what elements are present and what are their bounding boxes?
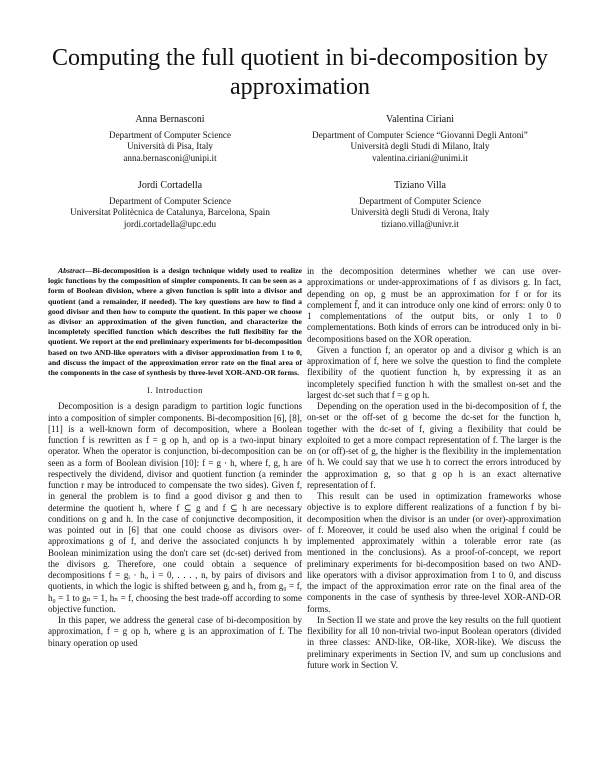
right-column	[307, 266, 561, 671]
author-inst: Università degli Studi di Milano, Italy	[350, 141, 490, 152]
author-name: Valentina Ciriani	[385, 114, 455, 125]
author-email: tiziano.villa@univr.it	[381, 218, 459, 229]
paragraph: Given a function f, an operator op and a divisor g which is an approximation of f, here we solve the question to find the complete flexibility of the quotient function h, by expressing it as an incompletely specified function h with the smallest on-set and the largest dc-set such that f = g op h.	[307, 344, 561, 400]
paper-title: Computing the full quotient in bi-decomposition by approximation	[52, 45, 548, 100]
left-column	[48, 266, 302, 649]
abstract-text: —Bi-decomposition is a design technique widely used to realize logic functions by the composition of simpler components. It can be seen as a form of Boolean division, where a given function is split into a divisor and quotient (and a remainder, if needed). The key questions are how to find a good divisor and then how to compute the quotient. In this paper we choose as divisor an approximation of the given function, and characterize the incompletely specified function which describes the full flexibility for the quotient. We report at the end preliminary experiments for bi-decomposition based on two AND-like operators with a divisor approximation from 1 to 0, and discuss the impact of the approximation error rate on the final area of the components in the case of synthesis by three-level XOR-AND-OR forms.	[48, 266, 302, 378]
paragraph: This result can be used in optimization frameworks whose objective is to explore different realizations of a function f by bi-decomposition when the divisor is an under (or over)-approximation of f. Moreover, it could be used also when the original f could be implemented approximately within a tolerable error rate (as mentioned in the conclusions). As a proof-of-concept, we report preliminary experiments for bi-decomposition based on two AND-like operators with a divisor approximation from 1 to 0, and discuss the impact of the approximation error rate on the final area of the components in the case of synthesis by three-level XOR-AND-OR forms.	[307, 491, 561, 614]
author-email: valentina.ciriani@unimi.it	[372, 152, 468, 163]
author-inst: Università degli Studi di Verona, Italy	[350, 207, 490, 218]
paragraph: in the decomposition determines whether we can use over-approximations or under-approximations of f as divisors g. In fact, depending on op, g must be an approximation for f or for its complement f̄, and it can introduce only one kind of errors: only 0 to 1 complementations of the output bits, or only 1 to 0 complementations. Both kinds of errors can be introduced only in bi-decompositions based on the XOR operation.	[307, 266, 561, 344]
author-dept: Department of Computer Science	[109, 129, 231, 140]
author-email: anna.bernasconi@unipi.it	[123, 152, 217, 163]
author-inst: Universitat Politècnica de Catalunya, Barcelona, Spain	[70, 207, 270, 218]
author-block-ciriani	[290, 114, 550, 164]
author-email: jordi.cortadella@upc.edu	[123, 218, 217, 229]
abstract-label: Abstract	[58, 266, 85, 275]
author-dept: Department of Computer Science	[359, 195, 481, 206]
paragraph: Decomposition is a design paradigm to partition logic functions into a composition of simpler components. Bi-decomposition [6], [8], [11] is a well-known form of decomposition, where a Boolean function f is rewritten as f = g op h, and op is a two-input binary operator. When the operator is conjunction, bi-decomposition can be seen as a form of Boolean division [10]: f = g · h, where f, g, h are respectively the dividend, divisor and quotient function (a reminder function r may be introduced to compensate the two sides). Given f, in general the problem is to find a good divisor g and then to determine the quotient h, where f ⊆ g and f ⊆ h are necessary conditions on g and h. In the case of conjunctive decomposition, it was pointed out in [6] that one could choose as divisors over-approximations g of f, and derive the associated conjuncts h by Boolean minimization using the don't care set (dc-set) derived from the divisors g. Therefore, one could obtain a sequence of decompositions f = gᵢ · hᵢ, i = 0, . . . , n, by pairs of divisors and quotients, in which the logic is shifted between gᵢ and hᵢ, from g₀ = f, h₀ = 1 to gₙ = 1, hₙ = f, choosing the best trade-off according to some objective function.	[48, 401, 302, 614]
author-name: Jordi Cortadella	[137, 180, 203, 191]
author-name: Anna Bernasconi	[135, 114, 205, 125]
paragraph: Depending on the operation used in the bi-decomposition of f, the on-set or the off-set of g become the dc-set for the function h, together with the dc-set of f, giving a flexibility that could be exploited to get a more compact representation of f. The larger is the on (or off)-set of g, the higher is the flexibility in the implementation of h. We could say that we use h to correct the errors introduced by the approximation g, so that g op h is an exact alternative representation of f.	[307, 401, 561, 490]
author-inst: Università di Pisa, Italy	[127, 141, 213, 152]
author-block-villa	[320, 180, 520, 230]
section-heading-introduction: I. Introduction	[147, 385, 203, 396]
paragraph: In this paper, we address the general case of bi-decomposition by approximation, f = g op h, where g is an approximation of f. The binary operation op used	[48, 615, 302, 648]
author-dept: Department of Computer Science	[109, 195, 231, 206]
paragraph: In Section II we state and prove the key results on the full quotient flexibility for all 10 non-trivial two-input Boolean operators (divided in three classes: AND-like, OR-like, XOR-like). We discuss the preliminary experiments in Section IV, and sum up conclusions and future work in Section V.	[307, 614, 561, 670]
author-block-bernasconi	[70, 114, 270, 164]
abstract	[48, 266, 302, 378]
author-block-cortadella	[40, 180, 300, 230]
author-name: Tiziano Villa	[394, 180, 446, 191]
author-dept: Department of Computer Science “Giovanni Degli Antoni”	[312, 129, 528, 140]
